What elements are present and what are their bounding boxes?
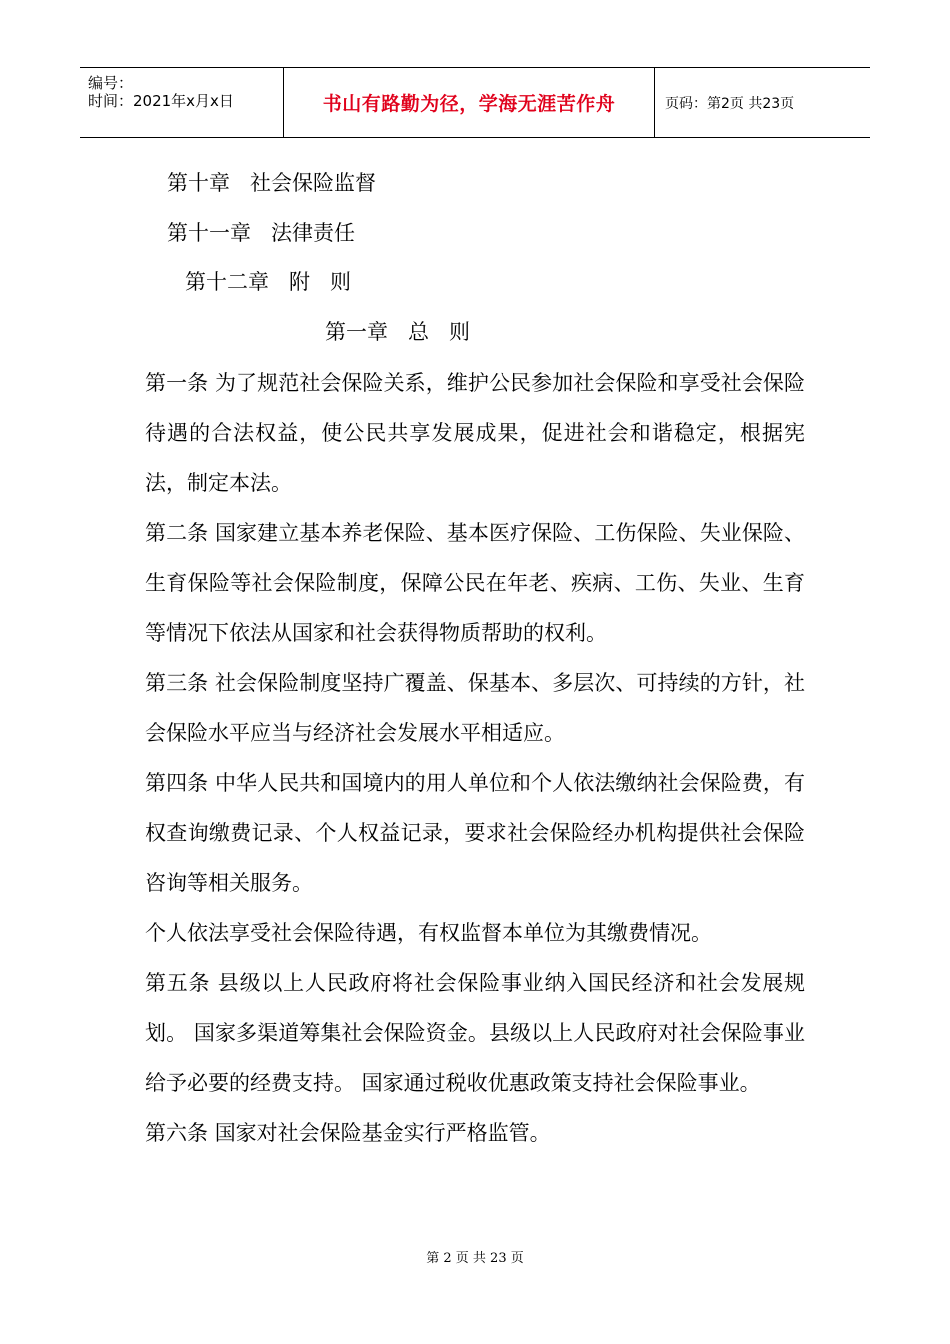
document-time-label: 时间：2021年x月x日 — [88, 92, 234, 110]
document-number-label: 编号： — [88, 74, 134, 92]
header-motto-cell — [284, 68, 655, 137]
article-4-paragraph-2 — [145, 908, 805, 958]
page-footer: 第 2 页 共 23 页 — [426, 1251, 524, 1266]
article-2 — [145, 508, 805, 658]
article-text: 中华人民共和国境内的用人单位和个人依法缴纳社会保险费，有权查询缴费记录、个人权益记录，要求社会保险经办机构提供社会保险咨询等相关服务。 — [145, 771, 805, 895]
article-5 — [145, 958, 805, 1108]
article-text: 国家对社会保险基金实行严格监管。 — [214, 1121, 551, 1145]
article-6 — [145, 1108, 805, 1158]
article-text: 为了规范社会保险关系，维护公民参加社会保险和享受社会保险待遇的合法权益，使公民共享发展成果，促进社会和谐稳定，根据宪法，制定本法。 — [145, 371, 805, 495]
toc-item-chapter-10: 第十章 社会保险监督 — [167, 171, 377, 195]
article-label: 第一条 — [145, 371, 209, 395]
article-1 — [145, 358, 805, 508]
article-body — [145, 358, 805, 1158]
chapter-heading: 第一章 总 则 — [325, 320, 471, 344]
toc-item-chapter-12: 第十二章 附 则 — [185, 270, 352, 294]
header-motto: 书山有路勤为径，学海无涯苦作舟 — [322, 93, 616, 115]
article-text: 县级以上人民政府将社会保险事业纳入国民经济和社会发展规划。 国家多渠道筹集社会保险资金。县级以上人民政府对社会保险事业给予必要的经费支持。 国家通过税收优惠政策支持社会保险事业。 — [145, 971, 805, 1095]
article-label: 第二条 — [145, 521, 209, 545]
article-label: 第三条 — [145, 671, 209, 695]
toc-item-chapter-11: 第十一章 法律责任 — [167, 221, 356, 245]
article-label: 第六条 — [145, 1121, 208, 1145]
article-label: 第四条 — [145, 771, 209, 795]
header-left-cell — [80, 68, 284, 137]
page-header — [80, 67, 870, 138]
article-text: 个人依法享受社会保险待遇，有权监督本单位为其缴费情况。 — [145, 921, 712, 945]
header-page-info: 页码：第2页 共23页 — [665, 95, 795, 112]
article-text: 国家建立基本养老保险、基本医疗保险、工伤保险、失业保险、生育保险等社会保险制度，保障公民在年老、疾病、工伤、失业、生育等情况下依法从国家和社会获得物质帮助的权利。 — [145, 521, 805, 645]
article-text: 社会保险制度坚持广覆盖、保基本、多层次、可持续的方针，社会保险水平应当与经济社会发展水平相适应。 — [145, 671, 805, 745]
article-3 — [145, 658, 805, 758]
article-4 — [145, 758, 805, 908]
article-label: 第五条 — [145, 971, 211, 995]
